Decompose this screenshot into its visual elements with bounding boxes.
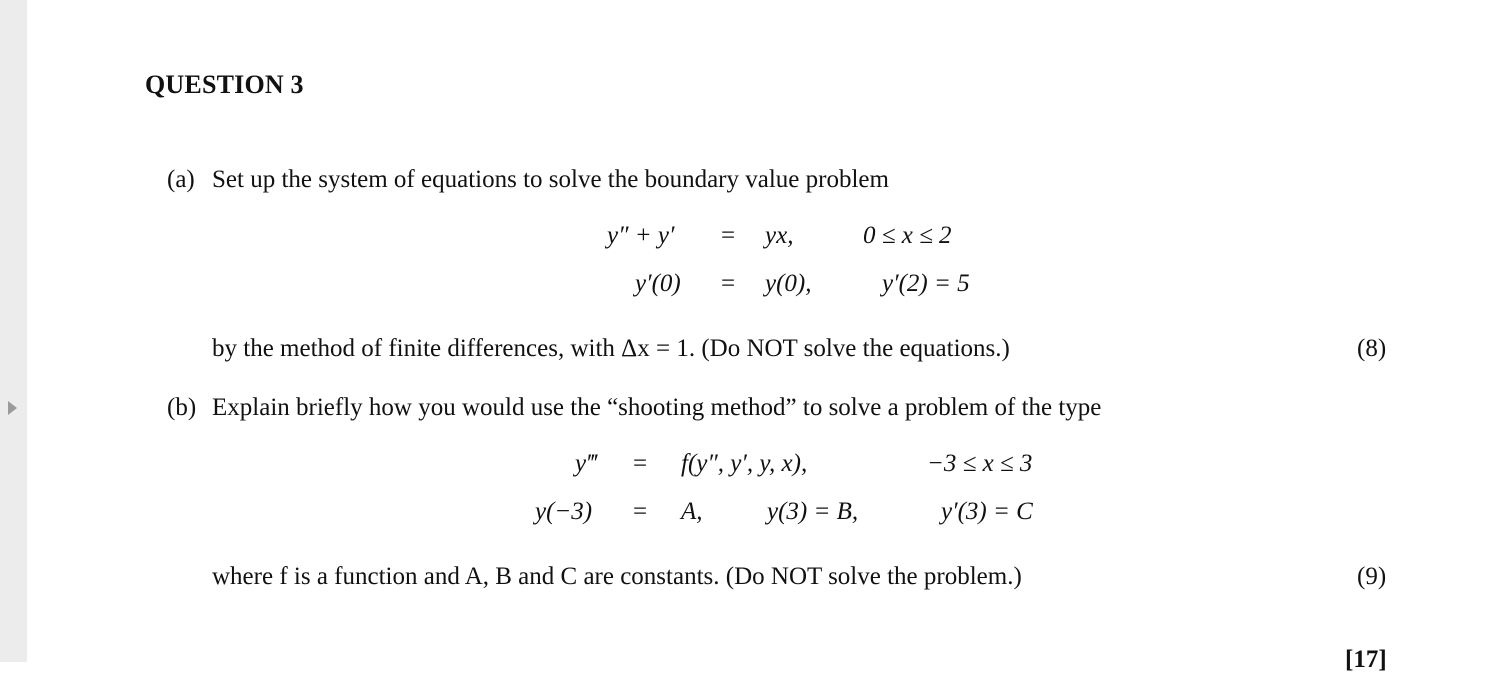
part-b-intro xyxy=(167,394,1101,422)
question-title: QUESTION 3 xyxy=(145,70,304,99)
part-a-eq2-lhs: y′(0) xyxy=(635,270,681,297)
document-page xyxy=(27,0,1510,673)
part-a-intro xyxy=(167,166,889,194)
part-a-eq1-cond: 0 ≤ x ≤ 2 xyxy=(863,222,952,249)
part-a-eq2-cond: y′(2) = 5 xyxy=(882,270,970,297)
part-b-eq2-rel: = xyxy=(633,498,648,525)
part-b-eq1-cond: −3 ≤ x ≤ 3 xyxy=(927,450,1033,477)
part-b-eq1-lhs: y‴ xyxy=(575,450,597,477)
part-a-marks: (8) xyxy=(1357,335,1387,362)
part-b-eq2-rhs: A, xyxy=(681,498,703,525)
part-a-eq2-rhs: y(0), xyxy=(765,270,812,297)
part-a-eq1-lhs: y″ + y′ xyxy=(607,222,675,249)
left-gutter xyxy=(0,0,27,662)
part-b-eq2-cond: y′(3) = C xyxy=(941,498,1033,525)
part-a-eq2-rel: = xyxy=(721,270,736,297)
part-b-eq1-rhs: f(y″, y′, y, x), xyxy=(681,450,808,477)
part-b-label: (b) xyxy=(167,394,197,421)
part-a-eq1-rel: = xyxy=(721,222,736,249)
expand-arrow-icon[interactable] xyxy=(8,401,17,415)
part-a-eq1-rhs: yx, xyxy=(765,222,794,249)
part-a-intro-text: Set up the system of equations to solve the boundary value problem xyxy=(212,166,889,193)
part-b-marks: (9) xyxy=(1357,563,1387,590)
part-b-intro-text: Explain briefly how you would use the “shooting method” to solve a problem of the type xyxy=(212,394,1102,421)
part-b-eq2-mid: y(3) = B, xyxy=(767,498,859,525)
part-b-outro: where f is a function and A, B and C are constants. (Do NOT solve the problem.) xyxy=(212,563,1022,590)
part-a-label: (a) xyxy=(167,166,195,193)
part-a-outro: by the method of finite differences, with Δx = 1. (Do NOT solve the equations.) xyxy=(212,335,1010,362)
part-b-eq1-rel: = xyxy=(633,450,648,477)
part-b-eq2-lhs: y(−3) xyxy=(535,498,593,525)
total-marks: [17] xyxy=(1345,646,1387,673)
